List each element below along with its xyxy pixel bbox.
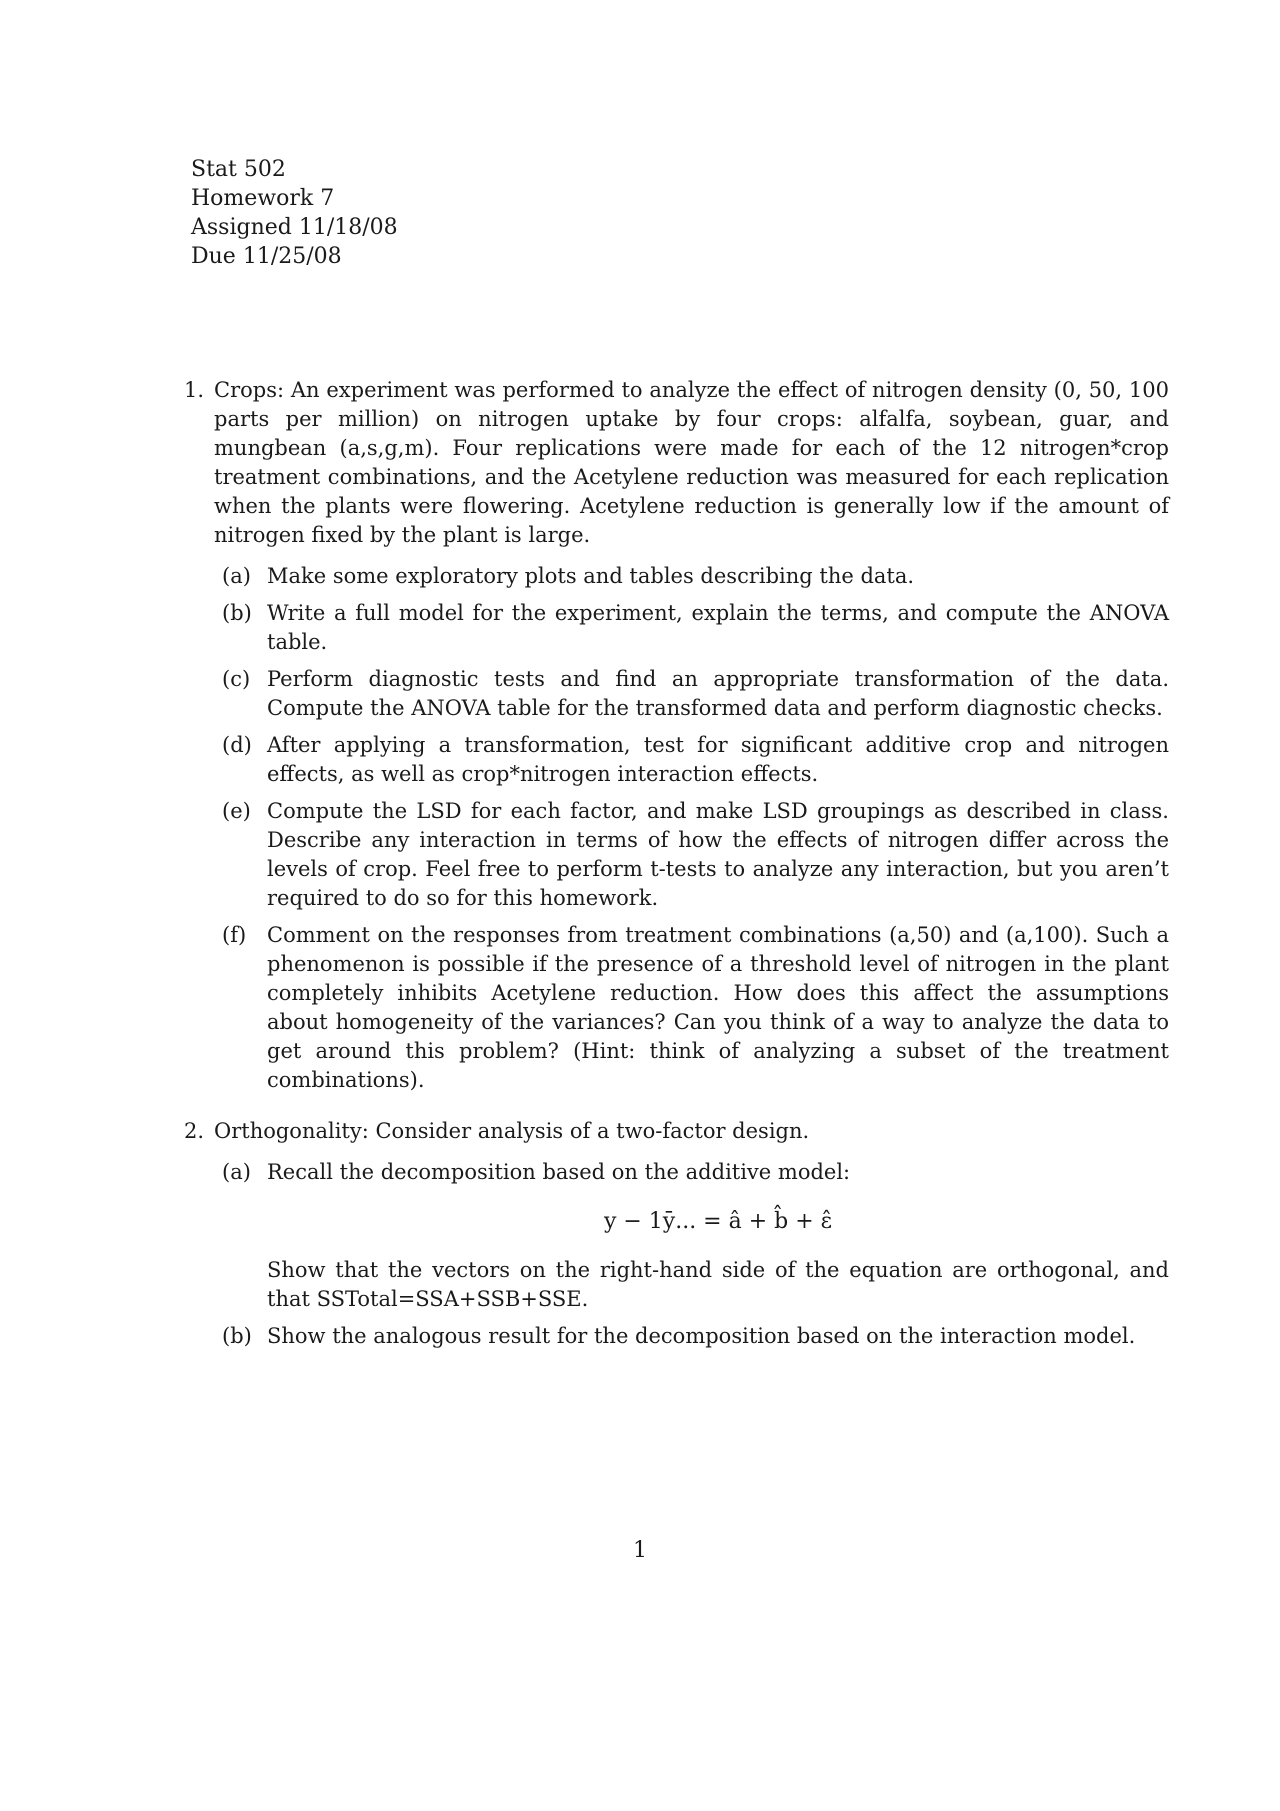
part-label: (a) bbox=[222, 564, 251, 588]
header bbox=[191, 155, 398, 271]
part-text-after: Show that the vectors on the right-hand side of the equation are orthogonal, and that SSTotal=SSA+SSB+SSE. bbox=[267, 1258, 1169, 1311]
problem-2 bbox=[184, 1117, 1169, 1351]
problem-number: 1. bbox=[184, 378, 205, 402]
page-number: 1 bbox=[633, 1538, 647, 1563]
assigned-date: Assigned 11/18/08 bbox=[191, 215, 398, 240]
due-date: Due 11/25/08 bbox=[191, 244, 342, 269]
part-label: (b) bbox=[222, 1324, 252, 1348]
problem-list bbox=[184, 376, 1169, 1359]
part-text: Comment on the responses from treatment combinations (a,50) and (a,100). Such a phenomenon is possible if the presence of a threshold level of nitrogen in the plant completely inhibits Acetylene reduction. How does this affect the assumptions about homogeneity of the variances? Can you think of a way to analyze the data to get around this problem? (Hint: think of analyzing a subset of the treatment combinations). bbox=[267, 923, 1169, 1092]
decomposition-equation: y − 1ȳ... = â + b̂ + ε̂ bbox=[603, 1209, 833, 1234]
part-text: Recall the decomposition based on the additive model: bbox=[267, 1160, 851, 1184]
course-title: Stat 502 bbox=[191, 157, 286, 182]
part-label: (d) bbox=[222, 733, 252, 757]
problem-parts bbox=[222, 562, 1169, 1095]
problem-1 bbox=[184, 376, 1169, 1095]
part-text: After applying a transformation, test for significant additive crop and nitrogen effects, as well as crop*nitrogen interaction effects. bbox=[267, 733, 1169, 786]
part-e bbox=[222, 797, 1169, 913]
part-a bbox=[222, 1158, 1169, 1314]
part-text: Write a full model for the experiment, explain the terms, and compute the ANOVA table. bbox=[267, 601, 1169, 654]
part-d bbox=[222, 731, 1169, 789]
part-b bbox=[222, 1322, 1169, 1351]
part-text: Show the analogous result for the decomposition based on the interaction model. bbox=[267, 1324, 1136, 1348]
part-f bbox=[222, 921, 1169, 1095]
part-c bbox=[222, 665, 1169, 723]
part-b bbox=[222, 599, 1169, 657]
problem-number: 2. bbox=[184, 1119, 205, 1143]
part-text: Compute the LSD for each factor, and make LSD groupings as described in class. Describe any interaction in terms of how the effects of nitrogen differ across the levels of crop. Feel free to perform t-tests to analyze any interaction, but you aren’t required to do so for this homework. bbox=[267, 799, 1169, 910]
part-text: Make some exploratory plots and tables describing the data. bbox=[267, 564, 915, 588]
problem-intro: Crops: An experiment was performed to analyze the effect of nitrogen density (0, 50, 100 parts per million) on nitrogen uptake by four crops: alfalfa, soybean, guar, and mungbean (a,s,g,m). Four replications were made for each of the 12 nitrogen*crop treatment combinations, and the Acetylene reduction was measured for each replication when the plants were flowering. Acetylene reduction is generally low if the amount of nitrogen fixed by the plant is large. bbox=[214, 378, 1169, 547]
part-label: (b) bbox=[222, 601, 252, 625]
part-label: (f) bbox=[222, 923, 247, 947]
part-label: (a) bbox=[222, 1160, 251, 1184]
problem-parts bbox=[222, 1158, 1169, 1351]
homework-title: Homework 7 bbox=[191, 186, 335, 211]
part-a bbox=[222, 562, 1169, 591]
part-label: (c) bbox=[222, 667, 251, 691]
part-label: (e) bbox=[222, 799, 251, 823]
problem-intro: Orthogonality: Consider analysis of a two-factor design. bbox=[214, 1119, 810, 1143]
part-text: Perform diagnostic tests and find an appropriate transformation of the data. Compute the ANOVA table for the transformed data and perform diagnostic checks. bbox=[267, 667, 1169, 720]
